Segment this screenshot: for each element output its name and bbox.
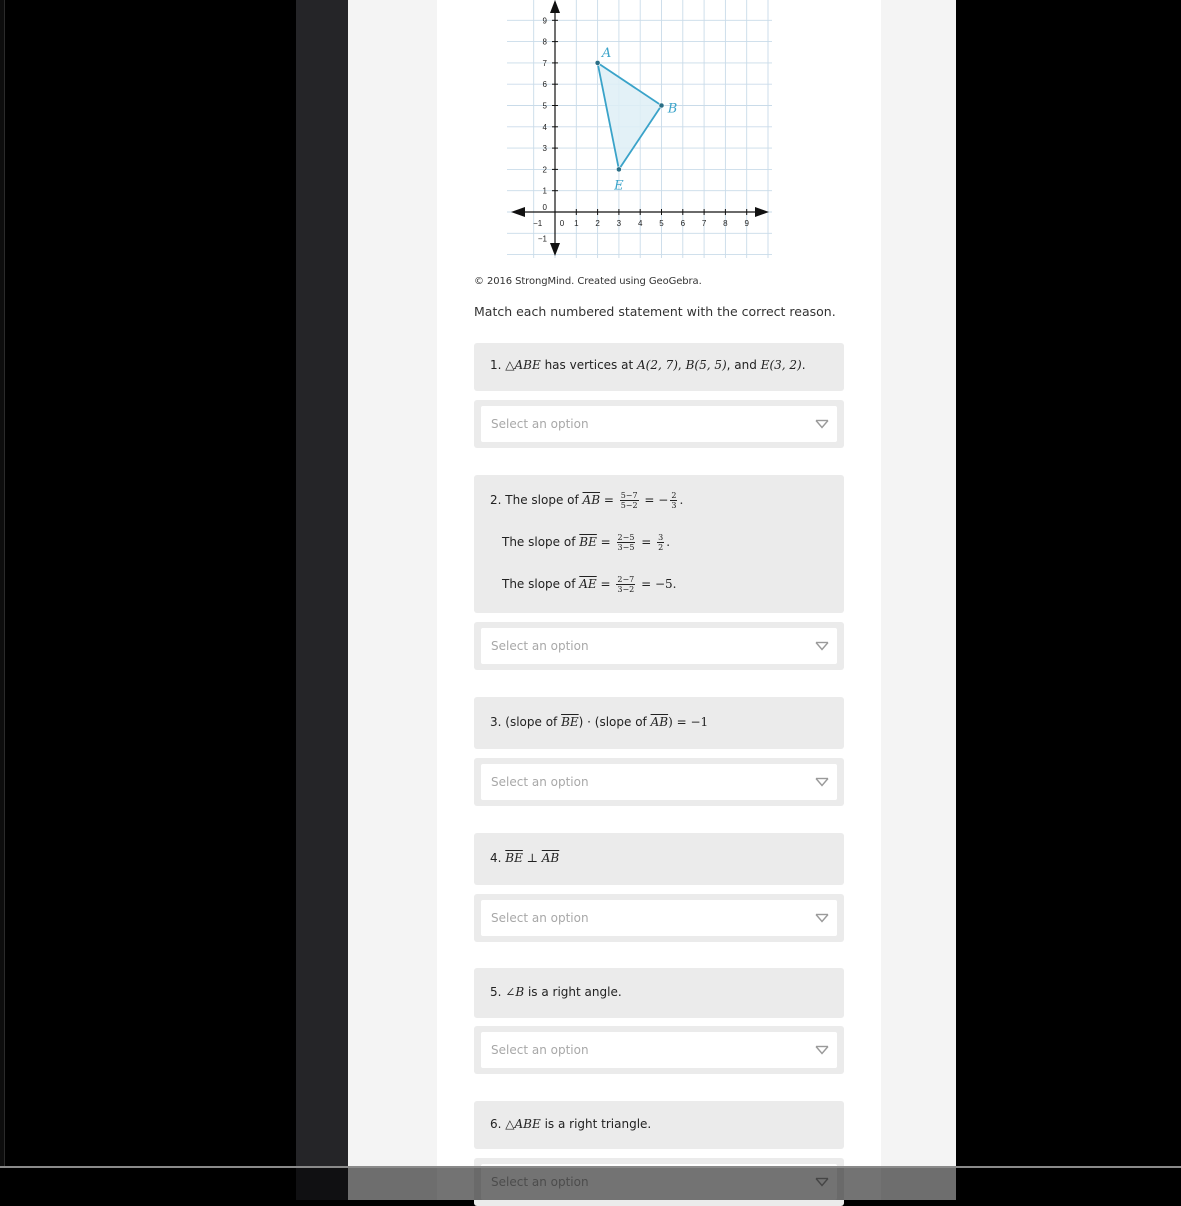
x-tick-label: 3 <box>616 219 622 228</box>
segment-ae: $\overline{AE}$ <box>579 577 597 591</box>
vertex-e: E(3, 2) <box>760 358 802 372</box>
x-tick-label: 0 <box>559 219 565 228</box>
taskbar-overlay <box>0 1168 1181 1200</box>
reason-select-2[interactable] <box>474 622 844 670</box>
x-tick-label: 9 <box>744 219 749 228</box>
select-placeholder: Select an option <box>491 1043 589 1057</box>
y-tick-label: 2 <box>542 165 547 175</box>
text-fragment: 2. The slope of <box>490 493 583 507</box>
text-fragment: , <box>677 358 686 372</box>
statement-5 <box>474 968 844 1018</box>
denominator: 3−2 <box>617 585 635 594</box>
select-placeholder: Select an option <box>491 639 589 653</box>
vertex-label-a: A <box>601 45 612 61</box>
window-edge <box>0 0 5 1168</box>
x-tick-label: 7 <box>701 219 707 228</box>
y-tick-label: 9 <box>542 16 547 26</box>
vertex-label-e: E <box>614 178 624 194</box>
segment-be: $\overline{BE}$ <box>505 851 523 865</box>
y-tick-label: 5 <box>542 101 547 111</box>
statement-6 <box>474 1101 844 1149</box>
equals: = <box>596 577 615 591</box>
segment-ab: $\overline{AB}$ <box>582 493 601 507</box>
x-axis-arrow <box>755 207 769 217</box>
vertex-point-a <box>595 60 600 65</box>
fraction <box>617 533 636 552</box>
y-axis-arrow <box>550 243 560 256</box>
numerator: 2 <box>671 491 677 500</box>
statement-1-text <box>490 358 806 372</box>
vertex-label-b: B <box>667 101 678 117</box>
text-fragment: . <box>679 493 684 507</box>
triangle-symbol: △ <box>505 358 515 372</box>
fraction <box>620 491 639 510</box>
text-fragment: The slope of <box>502 535 580 549</box>
statement-number: 1. <box>490 358 502 372</box>
statement-number: 5. <box>490 985 506 999</box>
statement-1 <box>474 343 844 391</box>
chevron-down-icon <box>815 1046 829 1055</box>
reason-select-1[interactable] <box>474 400 844 448</box>
x-tick-label: 2 <box>595 219 600 228</box>
denominator: 3−5 <box>617 543 635 552</box>
denominator: 2 <box>658 543 664 552</box>
statement-6-text <box>490 1117 651 1131</box>
segment-ab: $\overline{AB}$ <box>541 851 560 865</box>
y-tick-label: 3 <box>542 144 547 154</box>
x-tick-label: 5 <box>659 219 664 228</box>
statement-4-text <box>490 851 559 865</box>
text-fragment: ) · (slope of <box>578 715 651 729</box>
equals: = <box>596 535 615 549</box>
select-box[interactable] <box>481 900 837 936</box>
segment-be: $\overline{BE}$ <box>561 715 579 729</box>
x-tick-label: 4 <box>637 219 643 228</box>
triangle-name: ABE <box>514 1117 541 1131</box>
statement-number: 4. <box>490 851 506 865</box>
coordinate-graph <box>507 0 772 258</box>
statement-number: 6. <box>490 1117 506 1131</box>
text-fragment: ) = −1 <box>668 715 709 729</box>
select-placeholder: Select an option <box>491 417 589 431</box>
segment-ab: $\overline{AB}$ <box>650 715 669 729</box>
select-box[interactable] <box>481 406 837 442</box>
chevron-down-icon <box>815 778 829 787</box>
vertex-point-b <box>659 103 664 108</box>
chevron-down-icon <box>815 420 829 429</box>
vertex-b: B(5, 5) <box>685 358 727 372</box>
triangle-abe <box>595 46 677 194</box>
y-tick-label: 4 <box>542 122 547 132</box>
denominator: 5−2 <box>620 501 638 510</box>
fraction <box>657 533 664 552</box>
instructions-text: Match each numbered statement with the correct reason. <box>474 304 836 319</box>
vertex-a: A(2, 7) <box>636 358 678 372</box>
select-placeholder: Select an option <box>491 775 589 789</box>
text-fragment: is a right triangle. <box>540 1117 652 1131</box>
numerator: 2−7 <box>617 575 635 584</box>
x-tick-label: 6 <box>680 219 686 228</box>
y-tick-label: 1 <box>542 186 547 196</box>
x-tick-label: −1 <box>533 219 543 228</box>
text-fragment: . <box>666 535 671 549</box>
y-tick-label: 6 <box>542 80 547 90</box>
y-tick-label: 8 <box>542 37 547 47</box>
text-fragment: 3. (slope of <box>490 715 562 729</box>
select-placeholder: Select an option <box>491 911 589 925</box>
x-axis-arrow <box>511 207 525 217</box>
y-tick-label: 7 <box>542 58 547 68</box>
x-tick-label: 8 <box>723 219 728 228</box>
fraction <box>616 575 635 594</box>
equals: = − <box>640 493 669 507</box>
select-box[interactable] <box>481 628 837 664</box>
vertex-point-e <box>616 167 621 172</box>
text-fragment: The slope of <box>502 577 580 591</box>
text-fragment: is a right angle. <box>524 985 622 999</box>
y-axis-arrow <box>550 0 560 13</box>
left-dark-panel <box>296 0 348 1200</box>
equals: = <box>637 535 656 549</box>
chevron-down-icon <box>815 914 829 923</box>
fraction <box>670 491 677 510</box>
denominator: 3 <box>671 501 677 510</box>
y-tick-label: 0 <box>542 203 547 212</box>
numerator: 3 <box>658 533 664 542</box>
statement-4 <box>474 833 844 885</box>
statement-2-line-1 <box>490 491 683 510</box>
triangle-name: ABE <box>514 358 541 372</box>
statement-5-text <box>490 985 622 999</box>
statement-2 <box>474 475 844 613</box>
result: = −5. <box>637 577 677 591</box>
segment-be: $\overline{BE}$ <box>579 535 597 549</box>
select-box[interactable] <box>481 1032 837 1068</box>
reason-select-5[interactable] <box>474 1026 844 1074</box>
reason-select-3[interactable] <box>474 758 844 806</box>
numerator: 5−7 <box>620 491 638 500</box>
select-box[interactable] <box>481 764 837 800</box>
y-tick-label: −1 <box>537 234 547 244</box>
triangle-shape <box>598 63 662 169</box>
chevron-down-icon <box>815 642 829 651</box>
equals: = <box>600 493 618 507</box>
triangle-symbol: △ <box>505 1117 515 1131</box>
angle-b: ∠B <box>505 985 525 999</box>
numerator: 2−5 <box>617 533 635 542</box>
reason-select-4[interactable] <box>474 894 844 942</box>
statement-3 <box>474 697 844 749</box>
text-fragment: has vertices at <box>540 358 637 372</box>
copyright-caption: © 2016 StrongMind. Created using GeoGebra. <box>474 276 702 287</box>
perpendicular-symbol: ⊥ <box>522 851 542 865</box>
text-fragment: . <box>801 358 806 372</box>
statement-2-line-3 <box>502 575 676 594</box>
text-fragment: , and <box>726 358 761 372</box>
x-tick-label: 1 <box>574 219 579 228</box>
statement-3-text <box>490 715 708 729</box>
statement-2-line-2 <box>502 533 670 552</box>
